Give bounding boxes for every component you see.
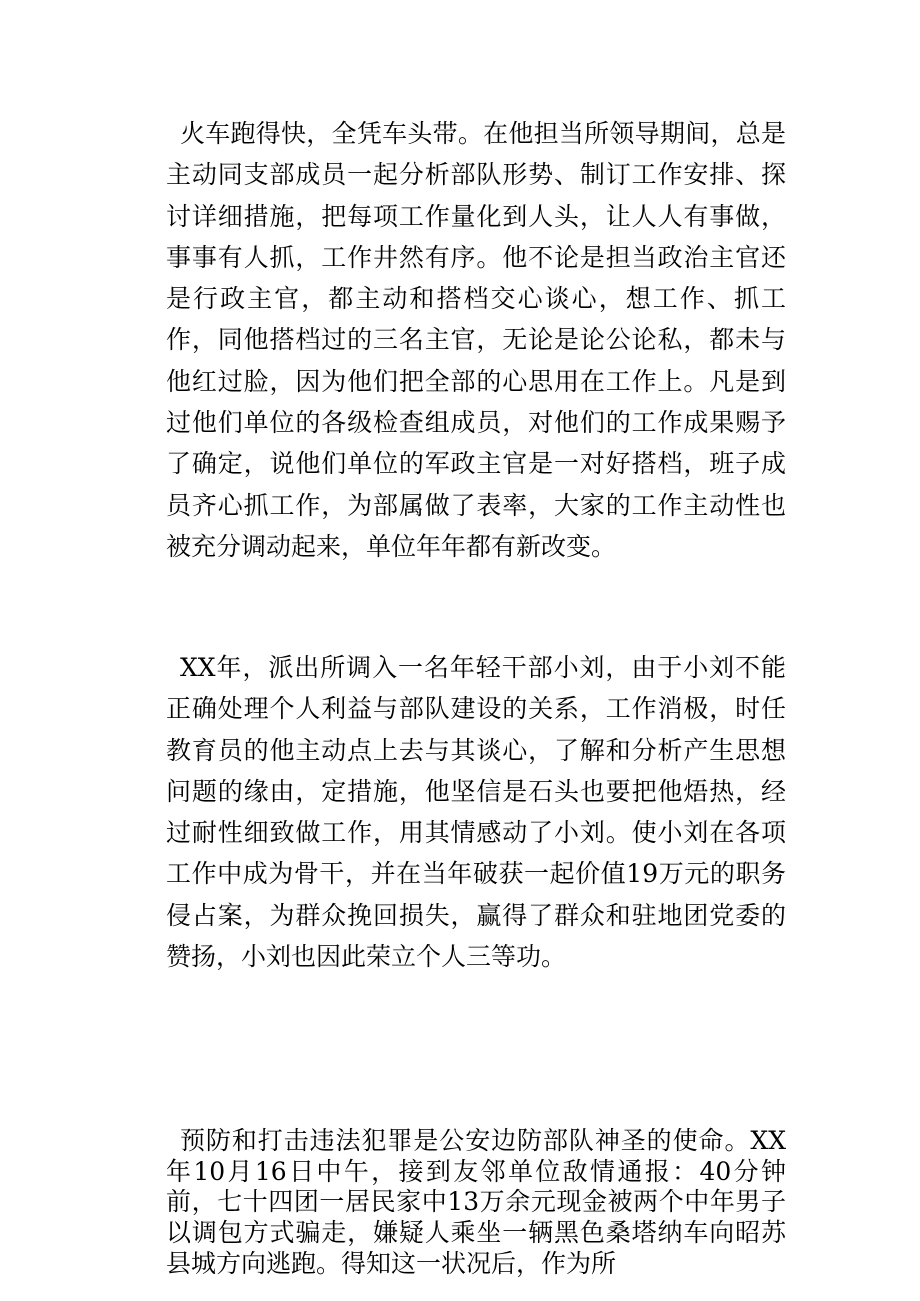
paragraph-leadership: 火车跑得快，全凭车头带。在他担当所领导期间，总是主动同支部成员一起分析部队形势、制订工作安排、探讨详细措施，把每项工作量化到人头，让人人有事做，事事有人抓，工作井然有序。他不论是担当政治主官还是行政主官，都主动和搭档交心谈心，想工作、抓工作，同他搭档过的三名主官，无论是论公论私，都未与他红过脸，因为他们把全部的心思用在工作上。凡是到过他们单位的各级检查组成员，对他们的工作成果赐予了确定，说他们单位的军政主官是一对好搭档，班子成员齐心抓工作，为部属做了表率，大家的工作主动性也被充分调动起来，单位年年都有新改变。 bbox=[166, 119, 786, 561]
paragraph-xiao-liu: XX年，派出所调入一名年轻干部小刘，由于小刘不能正确处理个人利益与部队建设的关系，工作消极，时任教育员的他主动点上去与其谈心，了解和分析产生思想问题的缘由，定措施，他坚信是石头也要把他焐热，经过耐性细致做工作，用其情感动了小刘。使小刘在各项工作中成为骨干，并在当年破获一起价值19万元的职务侵占案，为群众挽回损失，赢得了群众和驻地团党委的赞扬，小刘也因此荣立个人三等功。 bbox=[166, 653, 786, 972]
paragraph-crime-prevention: 预防和打击违法犯罪是公安边防部队神圣的使命。XX年10月16日中午，接到友邻单位敌情通报：40分钟前，七十四团一居民家中13万余元现金被两个中年男子以调包方式骗走，嫌疑人乘坐一辆黑色桑塔纳车向昭苏县城方向逃跑。得知这一状况后，作为所 bbox=[166, 1126, 786, 1278]
